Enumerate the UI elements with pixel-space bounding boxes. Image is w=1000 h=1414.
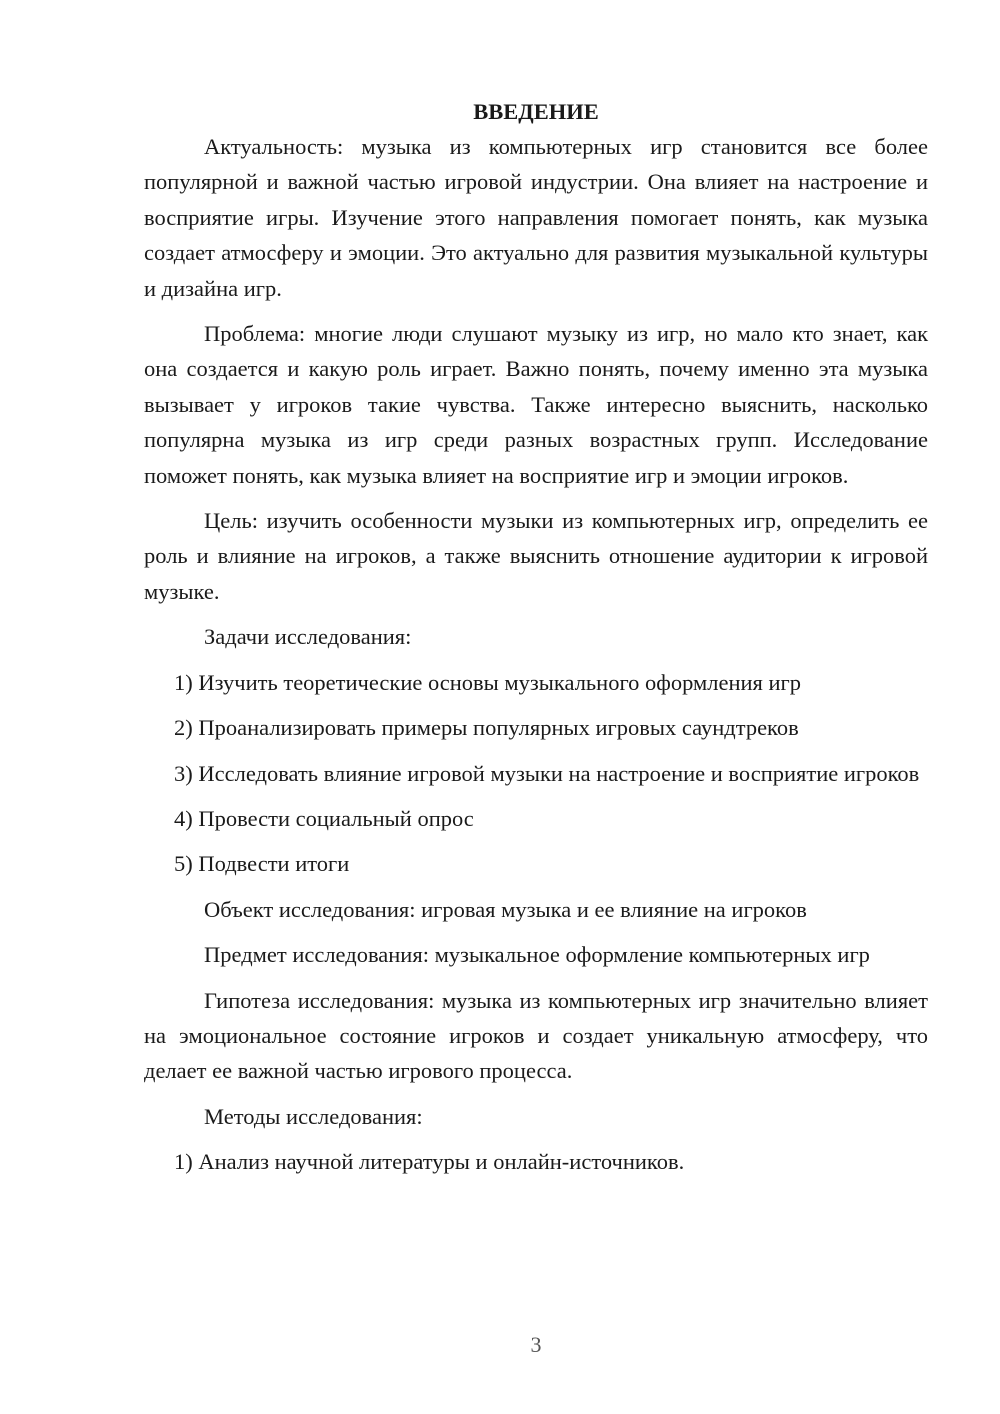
task-item: 1) Изучить теоретические основы музыкального оформления игр bbox=[174, 669, 802, 695]
page-number: 3 bbox=[530, 1332, 542, 1357]
goal-paragraph: Цель: изучить особенности музыки из компьютерных игр, определить ее роль и влияние на игроков, а также выяснить отношение аудитории к игровой музыке. bbox=[144, 508, 928, 604]
tasks-title: Задачи исследования: bbox=[204, 624, 412, 650]
object-paragraph: Объект исследования: игровая музыка и ее влияние на игроков bbox=[204, 896, 807, 922]
task-item: 5) Подвести итоги bbox=[174, 851, 350, 877]
task-item: 3) Исследовать влияние игровой музыки на настроение и восприятие игроков bbox=[174, 760, 920, 786]
subject-paragraph: Предмет исследования: музыкальное оформление компьютерных игр bbox=[204, 942, 870, 968]
problem-paragraph: Проблема: многие люди слушают музыку из игр, но мало кто знает, как она создается и какую роль играет. Важно понять, почему именно эта музыка вызывает у игроков такие чувства. Также интересно выяснить, насколько популярна музыка из игр среди разных возрастных групп. Исследование поможет понять, как музыка влияет на восприятие игр и эмоции игроков. bbox=[144, 321, 928, 488]
hypothesis-paragraph: Гипотеза исследования: музыка из компьютерных игр значительно влияет на эмоциональное состояние игроков и создает уникальную атмосферу, что делает ее важной частью игрового процесса. bbox=[144, 987, 928, 1084]
task-item: 2) Проанализировать примеры популярных игровых саундтреков bbox=[174, 715, 799, 741]
page-content bbox=[144, 92, 928, 1190]
task-item: 4) Провести социальный опрос bbox=[174, 805, 474, 831]
method-item: 1) Анализ научной литературы и онлайн-источников. bbox=[174, 1149, 685, 1175]
relevance-paragraph: Актуальность: музыка из компьютерных игр становится все более популярной и важной частью игровой индустрии. Она влияет на настроение и восприятие игры. Изучение этого направления помогает понять, как музыка создает атмосферу и эмоции. Это актуально для развития музыкальной культуры и дизайна игр. bbox=[144, 134, 928, 301]
methods-title: Методы исследования: bbox=[204, 1103, 423, 1129]
section-heading: ВВЕДЕНИЕ bbox=[473, 99, 599, 124]
